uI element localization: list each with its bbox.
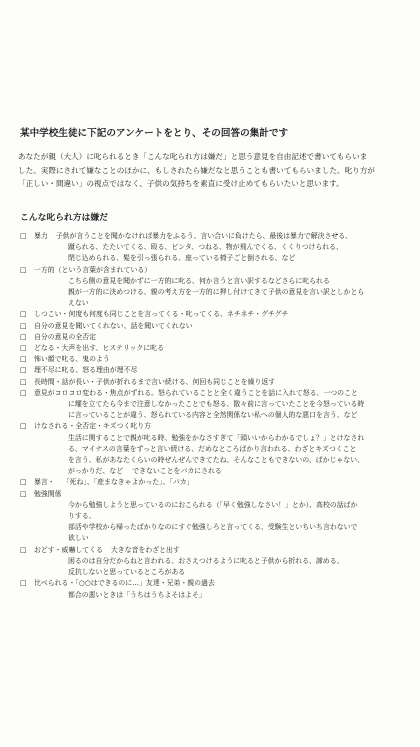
list-item-row — [20, 365, 410, 376]
list-item — [20, 388, 410, 422]
list-item-label: 長時間・話が長い・子供が折れるまで言い続ける、何回も同じことを繰り返す — [34, 377, 276, 386]
list-item-continuation: こちら側の意見を聞かずに一方的に叱る、何か言うと言い訳するなどさらに叱られる — [68, 276, 330, 285]
list-item-row — [20, 332, 410, 343]
list-item-continuation: 困るのは自分だからねと言われる、おさえつけるように叱ると子供から折れる、諦める、 — [68, 556, 344, 565]
list-item-row — [20, 377, 410, 388]
list-item-continuation: りする、 — [68, 512, 96, 521]
list-item — [20, 365, 410, 376]
list-item-row — [20, 477, 410, 488]
checkbox-icon: □ — [20, 422, 27, 431]
checkbox-icon: □ — [20, 366, 27, 375]
list-item-label: 理不尽に叱る、怒る理由が理不尽 — [34, 366, 138, 375]
list-item-label: 怖い顔で叱る、鬼のよう — [34, 355, 110, 364]
list-item-row — [20, 231, 410, 242]
list-item — [20, 578, 410, 600]
list-item-continuation: 都合の悪いときは「うちはうちよそはよそ」 — [68, 590, 206, 599]
list-item-label: しつこい・何度も何度も同じことを言ってくる・叱ってくる、ネチネチ・グチグチ — [34, 310, 289, 319]
checkbox-icon: □ — [20, 344, 27, 353]
list-item — [20, 545, 410, 579]
list-item-label: けなされる・全否定・キズつく叱り方 — [34, 422, 152, 431]
list-item-description: 大きな音をわざと出す — [110, 545, 180, 554]
list-item — [20, 265, 410, 310]
list-item-continuation: に耀を立てたら今まで注意しなかったことでも怒る、散々前に言っていたことを今怒っている時 — [68, 400, 365, 409]
list-item-label: 自分の意見を聞いてくれない、話を聞いてくれない — [34, 321, 193, 330]
list-item-row — [20, 309, 410, 320]
checkbox-icon: □ — [20, 355, 27, 364]
list-item-label: 暴言・ — [34, 478, 55, 487]
list-item-label: 暴力 — [34, 232, 48, 240]
checkbox-icon: □ — [20, 579, 27, 588]
list-item-label: おどす・威嚇してくる — [34, 545, 103, 554]
list-item-continuation: 生活に関することで親が叱る時、勉強をかなさすぎて「頭いいからわかるでしょ？」とけなされ — [68, 433, 365, 442]
list-item-continuation: 欲しい — [68, 534, 89, 543]
section-subheading: こんな叱られ方は嫌だ — [20, 213, 108, 223]
checkbox-icon: □ — [20, 265, 27, 274]
list-item-row — [20, 489, 410, 500]
list-item — [20, 231, 410, 265]
list-item-label: 自分の意見の全否定 — [34, 332, 97, 341]
list-item — [20, 477, 410, 488]
list-item-continuation: を言う、私があなたくらいの時ぜんぜんできてたね、そんなこともできないの、ばかじゃない、 — [68, 456, 365, 465]
list-item-label: 比べられる・「○○はできるのに…」友達・兄弟・親の過去 — [34, 579, 215, 588]
intro-paragraph — [18, 150, 410, 191]
list-item — [20, 332, 410, 343]
list-item-row — [20, 578, 410, 589]
list-item-row — [20, 421, 410, 432]
list-item — [20, 309, 410, 320]
list-item-label: どなる・大声を出す、ヒステリックに叱る — [34, 344, 164, 353]
list-item-row — [20, 265, 410, 276]
response-list — [20, 231, 410, 601]
document-heading: 某中学校生徒に下記のアンケートをとり、その回答の集計です — [20, 128, 289, 139]
list-item — [20, 489, 410, 545]
checkbox-icon: □ — [20, 377, 27, 386]
intro-line: した。実際にされて嫌なことのほかに、もしされたら嫌だなと思うことも書いてもらいました。叱り方が — [18, 165, 375, 175]
checkbox-icon: □ — [20, 388, 27, 397]
list-item-row — [20, 388, 410, 399]
list-item — [20, 354, 410, 365]
list-item — [20, 321, 410, 332]
list-item-continuation: 反抗しないと思っているところがある — [68, 568, 186, 577]
list-item-continuation: 蹴られる、たたいてくる、殴る、ビンタ、つねる、物が飛んでくる、くくりつけられる、 — [68, 243, 343, 252]
list-item-row — [20, 545, 410, 556]
list-item — [20, 421, 410, 477]
list-item-description: 「死ね」、「産まなきゃよかった」、「バカ」 — [62, 478, 194, 487]
list-item-description: 子供が言うことを聞かなければ暴力をふるう、言い合いに負けたら、最後は暴力で解決させる、 — [55, 232, 353, 240]
checkbox-icon: □ — [20, 232, 27, 240]
list-item-row — [20, 321, 410, 332]
checkbox-icon: □ — [20, 332, 27, 341]
checkbox-icon: □ — [20, 310, 27, 319]
list-item-continuation: る、マイナスの言葉をずっと言い続ける、だめなところばかり言われる、わざとキズつくこと — [68, 444, 357, 453]
list-item-label: 一方的（という言葉が含まれている） — [34, 265, 152, 274]
list-item-row — [20, 343, 410, 354]
list-item — [20, 343, 410, 354]
list-item-row — [20, 354, 410, 365]
list-item-label: 意見がコロコロ変わる・焦点がずれる。怒られていることと全く違うことを話に入れて怒る、一つのこと — [34, 388, 358, 397]
list-item-continuation: に言っていることが違う、怒られている内容と全然関係ない私への個人的な悪口を言う、など — [68, 411, 358, 420]
list-item-continuation: 今から勉強しようと思っているのにおこられる（「早く勉強しなさい！」とか）、高校の話ばか — [68, 500, 358, 509]
list-item-continuation: がっかりだ、など できないことをバカにされる — [68, 467, 222, 476]
checkbox-icon: □ — [20, 545, 27, 554]
list-item-label: 勉強関係 — [34, 489, 62, 498]
intro-line: あなたが親（大人）に叱られるとき「こんな叱られ方は嫌だ」と思う意見を自由記述で書いてもらいま — [18, 152, 368, 161]
checkbox-icon: □ — [20, 489, 27, 498]
list-item-continuation: 部活や学校から帰ったばかりなのにすぐ勉強しろと言ってくる、受験生といちいち言わないで — [68, 523, 358, 532]
checkbox-icon: □ — [20, 478, 27, 487]
intro-line: 「正しい・間違い」の視点ではなく、子供の気持ちを素直に受け止めてもらいたいと思います。 — [18, 179, 344, 188]
list-item-continuation: えない — [68, 299, 89, 308]
list-item-continuation: 親が一方的に決めつける、親の考え方を一方的に押し付けてきて子供の意見を言い訳としかとら — [68, 288, 365, 297]
list-item — [20, 377, 410, 388]
checkbox-icon: □ — [20, 321, 27, 330]
list-item-continuation: 閉じ込められる、髪を引っ張られる、座っている椅子ごと倒される、など — [68, 254, 296, 263]
